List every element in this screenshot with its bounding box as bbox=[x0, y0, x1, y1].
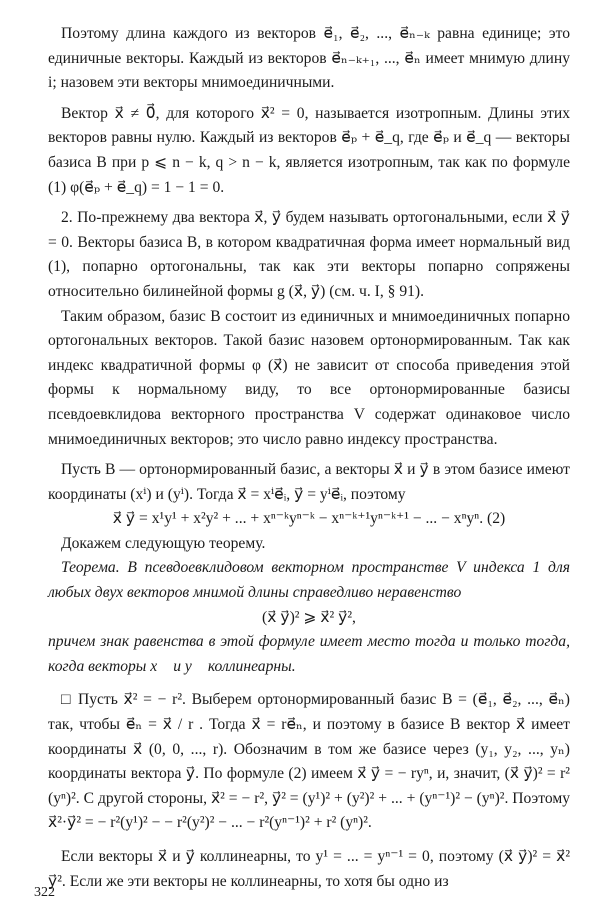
inequality-formula: (x⃗ y⃗)² ⩾ x⃗² y⃗², bbox=[262, 608, 356, 626]
page-body bbox=[48, 22, 570, 894]
formula-2: x⃗ y⃗ = x¹y¹ + x²y² + ... + xⁿ⁻ᵏyⁿ⁻ᵏ − xⁿ⁻ᵏ⁺¹yⁿ⁻ᵏ⁺¹ − ... − xⁿyⁿ. (2) bbox=[112, 510, 506, 528]
theorem-equality-condition: причем знак равенства в этой формуле имеет место тогда и только тогда, когда векторы x⃗ и y⃗ коллинеарны. bbox=[48, 633, 570, 675]
paragraph-isotropic: Вектор x⃗ ≠ 0⃗, для которого x⃗² = 0, называется изотропным. Длины этих векторов равны нулю. Каждый из векторов e⃗ₚ + e⃗_q, где e⃗ₚ и e⃗_q — векторы базиса B при p ⩽ n − k, q > n − k, является изотропным, так как по формуле (1) φ(e⃗ₚ + e⃗_q) = 1 − 1 = 0. bbox=[48, 104, 570, 196]
paragraph-prove: Докажем следующую теорему. bbox=[61, 534, 266, 552]
paragraph-collinear: Если векторы x⃗ и y⃗ коллинеарны, то y¹ = ... = yⁿ⁻¹ = 0, поэтому (x⃗ y⃗)² = x⃗² y⃗². Если же эти векторы не коллинеарны, то хотя бы одно из bbox=[48, 848, 570, 890]
paragraph-orthogonal: 2. По-прежнему два вектора x⃗, y⃗ будем называть ортогональными, если x⃗ y⃗ = 0. Векторы базиса B, в котором квадратичная форма имеет нормальный вид (1), попарно ортогональны, так как эти векторы попарно сопряжены относительно билинейной формы g (x⃗, y⃗) (см. ч. I, § 91). bbox=[48, 209, 570, 300]
paragraph-unit-vectors: Поэтому длина каждого из векторов e⃗₁, e⃗₂, ..., e⃗ₙ₋ₖ равна единице; это единичные векторы. Каждый из векторов e⃗ₙ₋ₖ₊₁, ..., e⃗ₙ имеет мнимую длину i; назовем эти векторы мнимоединичными. bbox=[48, 25, 570, 92]
page-number: 322 bbox=[34, 885, 55, 900]
paragraph-orthonormal-basis: Таким образом, базис B состоит из единичных и мнимоединичных попарно ортогональных векторов. Такой базис назовем ортонормированным. Так как индекс квадратичной формы φ (x⃗) не зависит от способа приведения этой формы к нормальному виду, то все ортонормированные базисы псевдоевклидова векторного пространства V содержат одинаковое число мнимоединичных векторов; это число равно индексу пространства. bbox=[48, 307, 570, 448]
theorem-statement: Теорема. В псевдоевклидовом векторном пространстве V индекса 1 для любых двух векторов мнимой длины справедливо неравенство bbox=[48, 559, 570, 602]
paragraph-proof: □ Пусть x⃗² = − r². Выберем ортонормированный базис B = (e⃗₁, e⃗₂, ..., e⃗ₙ) так, чтобы e⃗ₙ = x⃗ / r . Тогда x⃗ = re⃗ₙ, и поэтому в базисе B вектор x⃗ имеет координаты x⃗ (0, 0, ..., r). Обозначим в том же базисе через (y₁, y₂, ..., yₙ) координаты вектора y⃗. По формуле (2) имеем x⃗ y⃗ = − ryⁿ, и, значит, (x⃗ y⃗)² = r² (yⁿ)². С другой стороны, x⃗² = − r², y⃗² = (y¹)² + (y²)² + ... + (yⁿ⁻¹)² − (yⁿ)². Поэтому x⃗²·y⃗² = − r²(y¹)² − − r²(y²)² − ... − r²(yⁿ⁻¹)² + r² (yⁿ)². bbox=[48, 691, 570, 832]
paragraph-coordinates: Пусть B — ортонормированный базис, а векторы x⃗ и y⃗ в этом базисе имеют координаты (xⁱ) и (yⁱ). Тогда x⃗ = xⁱe⃗ᵢ, y⃗ = yⁱe⃗ᵢ, поэтому bbox=[48, 461, 570, 503]
